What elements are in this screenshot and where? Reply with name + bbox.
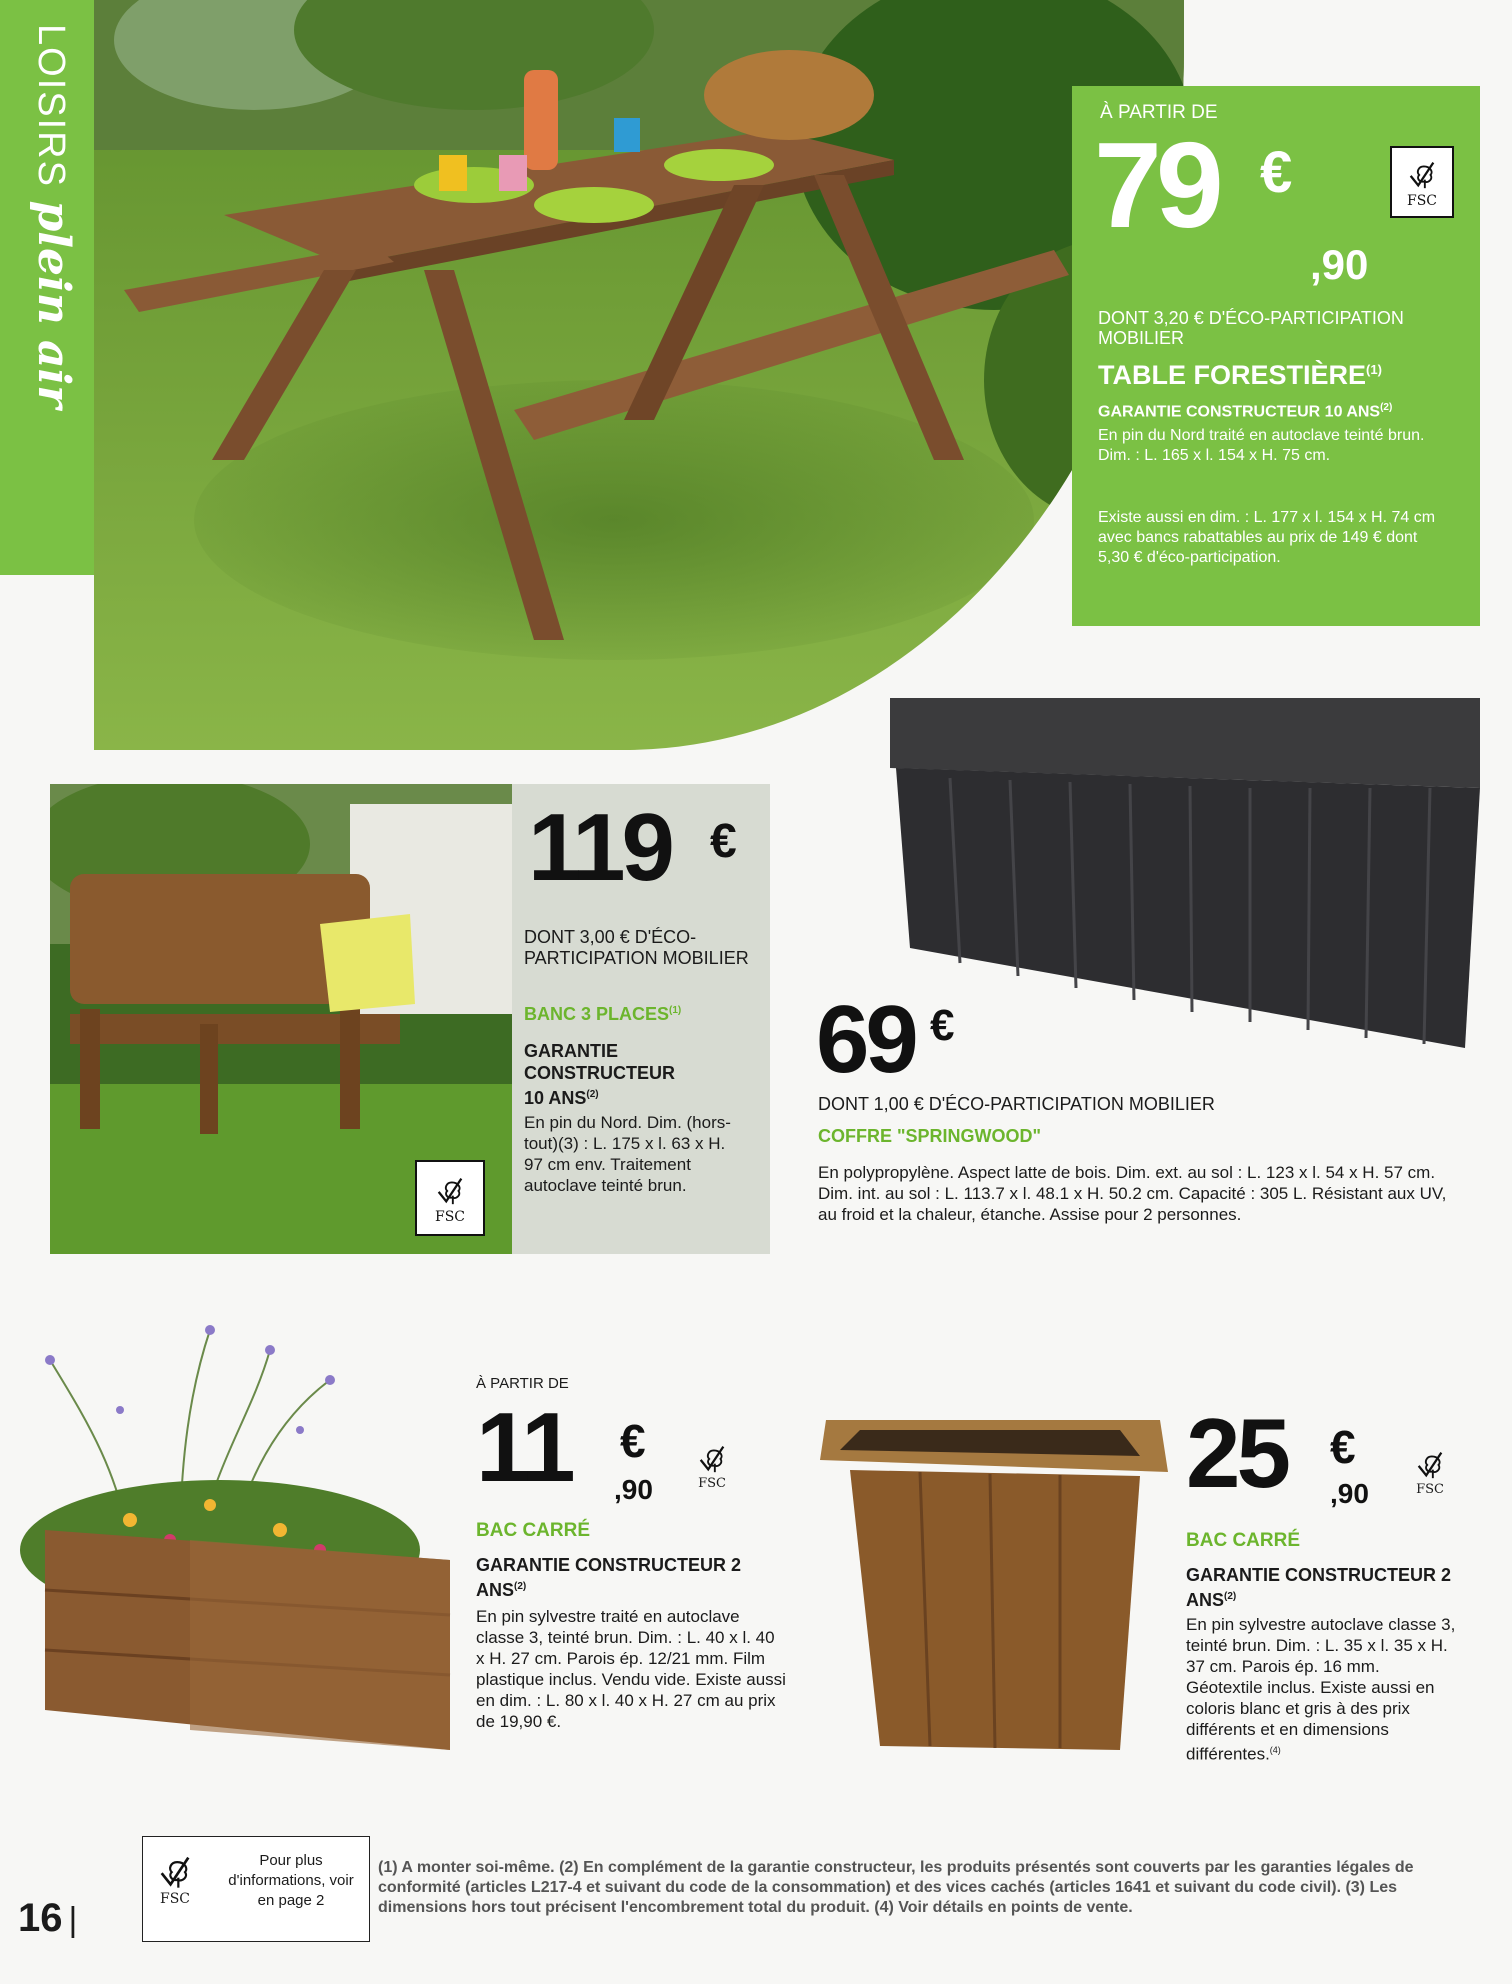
fsc-text: FSC bbox=[1416, 1482, 1444, 1497]
fsc-text: FSC bbox=[698, 1476, 726, 1491]
table-price-integer: 79 bbox=[1094, 117, 1218, 253]
bench-warranty-note: (2) bbox=[586, 1089, 599, 1100]
bench-warranty-line-1: GARANTIE bbox=[524, 1041, 618, 1061]
fsc-tree-check-icon bbox=[433, 1172, 467, 1208]
from-label: À PARTIR DE bbox=[1100, 102, 1218, 123]
fsc-tree-check-icon bbox=[155, 1851, 195, 1891]
storage-chest-photo bbox=[890, 678, 1480, 1058]
fsc-text: FSC bbox=[159, 1891, 191, 1907]
chest-eco-participation: DONT 1,00 € D'ÉCO-PARTICIPATION MOBILIER bbox=[818, 1094, 1215, 1114]
planter-small-price-currency: € bbox=[620, 1415, 646, 1467]
bench-warranty-line-3: 10 ANS bbox=[524, 1088, 587, 1108]
table-warranty-note: (2) bbox=[1380, 402, 1393, 413]
page-number: 16 | bbox=[18, 1896, 78, 1940]
bench-name-note: (1) bbox=[669, 1005, 682, 1016]
planter-small-price-cents: ,90 bbox=[614, 1474, 653, 1505]
fsc-text: FSC bbox=[434, 1209, 466, 1225]
category-band bbox=[0, 0, 94, 575]
fsc-label bbox=[155, 1851, 195, 1907]
planter-large-description-text: En pin sylvestre autoclave classe 3, teinté brun. Dim. : L. 35 x l. 35 x H. 37 cm. Parois ép. 16 mm. Géotextile inclus. Existe aussi en coloris blanc et gris à des prix différents et en dimensions différentes. bbox=[1186, 1615, 1456, 1764]
planter-small-warranty-text: GARANTIE CONSTRUCTEUR 2 ANS bbox=[476, 1555, 742, 1600]
bench-name-text: BANC 3 PLACES bbox=[524, 1004, 670, 1024]
planter-small-price-integer: 11 bbox=[476, 1392, 572, 1502]
planter-large-price-integer: 25 bbox=[1186, 1398, 1288, 1508]
bench-eco-participation: DONT 3,00 € D'ÉCO-PARTICIPATION MOBILIER bbox=[524, 927, 749, 968]
planter-small-description: En pin sylvestre traité en autoclave classe 3, teinté brun. Dim. : L. 40 x l. 40 x H. 27 cm. Parois ép. 12/21 mm. Film plastique inclus. Vendu vide. Existe aussi en dim. : L. 80 x l. 40 x H. 27 cm au prix de 19,90 €. bbox=[476, 1607, 786, 1731]
bench-warranty-line-2: CONSTRUCTEUR bbox=[524, 1063, 675, 1083]
from-label: À PARTIR DE bbox=[476, 1375, 569, 1392]
picnic-table-photo bbox=[94, 0, 1184, 750]
chest-name: COFFRE "SPRINGWOOD" bbox=[818, 1126, 1042, 1146]
bench-price-currency: € bbox=[710, 815, 737, 868]
fsc-text: FSC bbox=[1406, 193, 1438, 209]
table-warranty-text: GARANTIE CONSTRUCTEUR 10 ANS bbox=[1098, 403, 1381, 421]
fsc-tree-check-icon bbox=[1405, 156, 1439, 192]
table-warranty bbox=[1098, 402, 1392, 421]
planter-large-warranty bbox=[1186, 1564, 1456, 1611]
bench-description: En pin du Nord. Dim. (hors-tout)(3) : L. 175 x l. 63 x H. 97 cm env. Traitement autoclave teinté brun. bbox=[524, 1113, 731, 1195]
chest-price-currency: € bbox=[930, 1001, 955, 1050]
table-offer-box bbox=[1072, 86, 1480, 626]
flower-planter-photo bbox=[10, 1290, 460, 1810]
category-tagline: plein air bbox=[28, 200, 79, 409]
table-eco-participation: DONT 3,20 € D'ÉCO-PARTICIPATION MOBILIER bbox=[1098, 308, 1404, 348]
table-name-note: (1) bbox=[1366, 362, 1382, 377]
fsc-info-text: Pour plus d'informations, voir en page 2 bbox=[228, 1852, 354, 1909]
planter-small-warranty-note: (2) bbox=[514, 1581, 527, 1592]
table-price-currency: € bbox=[1260, 140, 1293, 205]
chest-price-integer: 69 bbox=[816, 986, 915, 1093]
planter-large-price-currency: € bbox=[1330, 1421, 1356, 1473]
planter-large-name: BAC CARRÉ bbox=[1186, 1530, 1300, 1551]
fsc-tree-check-icon bbox=[695, 1440, 729, 1476]
planter-large-price-cents: ,90 bbox=[1330, 1478, 1369, 1509]
bench-price-integer: 119 bbox=[528, 794, 671, 901]
fsc-label bbox=[1390, 146, 1454, 218]
bench-name bbox=[524, 1004, 681, 1025]
fsc-info-box bbox=[142, 1836, 370, 1942]
category-label: LOISIRS bbox=[30, 24, 72, 188]
fsc-label bbox=[682, 1440, 742, 1506]
fsc-label bbox=[1400, 1446, 1460, 1512]
planter-small-warranty bbox=[476, 1554, 746, 1601]
table-price-cents: ,90 bbox=[1310, 241, 1369, 288]
chest-description: En polypropylène. Aspect latte de bois. Dim. ext. au sol : L. 123 x l. 54 x H. 57 cm. Dim. int. au sol : L. 113.7 x l. 48.1 x H. 50.2 cm. Capacité : 305 L. Résistant aux UV, au froid et la chaleur, étanche. Assise pour 2 personnes. bbox=[818, 1163, 1447, 1224]
planter-small-name: BAC CARRÉ bbox=[476, 1520, 590, 1541]
planter-large-description bbox=[1186, 1614, 1456, 1765]
category-title bbox=[28, 24, 79, 408]
planter-large-warranty-text: GARANTIE CONSTRUCTEUR 2 ANS bbox=[1186, 1565, 1452, 1610]
bench-warranty bbox=[524, 1040, 675, 1109]
table-name-text: TABLE FORESTIÈRE bbox=[1098, 360, 1367, 390]
legal-footnotes: (1) A monter soi-même. (2) En complément de la garantie constructeur, les produits présentés sont couverts par les garanties légales de conformité (articles L217-4 et suivant du code de la consommation) et des vices cachés (articles 1641 et suivant du code civil). (3) Les dimensions hors tout précisent l'encombrement total du produit. (4) Voir détails en points de vente. bbox=[378, 1859, 1414, 1916]
fsc-tree-check-icon bbox=[1413, 1446, 1447, 1482]
planter-large-description-note: (4) bbox=[1269, 1745, 1281, 1755]
wooden-planter-photo bbox=[820, 1410, 1172, 1760]
planter-large-warranty-note: (2) bbox=[1224, 1591, 1237, 1602]
page-number-text: 16 bbox=[18, 1896, 63, 1940]
table-description: En pin du Nord traité en autoclave teinté brun. Dim. : L. 165 x l. 154 x H. 75 cm. bbox=[1098, 427, 1425, 464]
fsc-label bbox=[415, 1160, 485, 1236]
table-name bbox=[1098, 360, 1382, 391]
table-variant-info: Existe aussi en dim. : L. 177 x l. 154 x H. 74 cm avec bancs rabattables au prix de 149 € dont 5,30 € d'éco-participation. bbox=[1098, 509, 1436, 566]
